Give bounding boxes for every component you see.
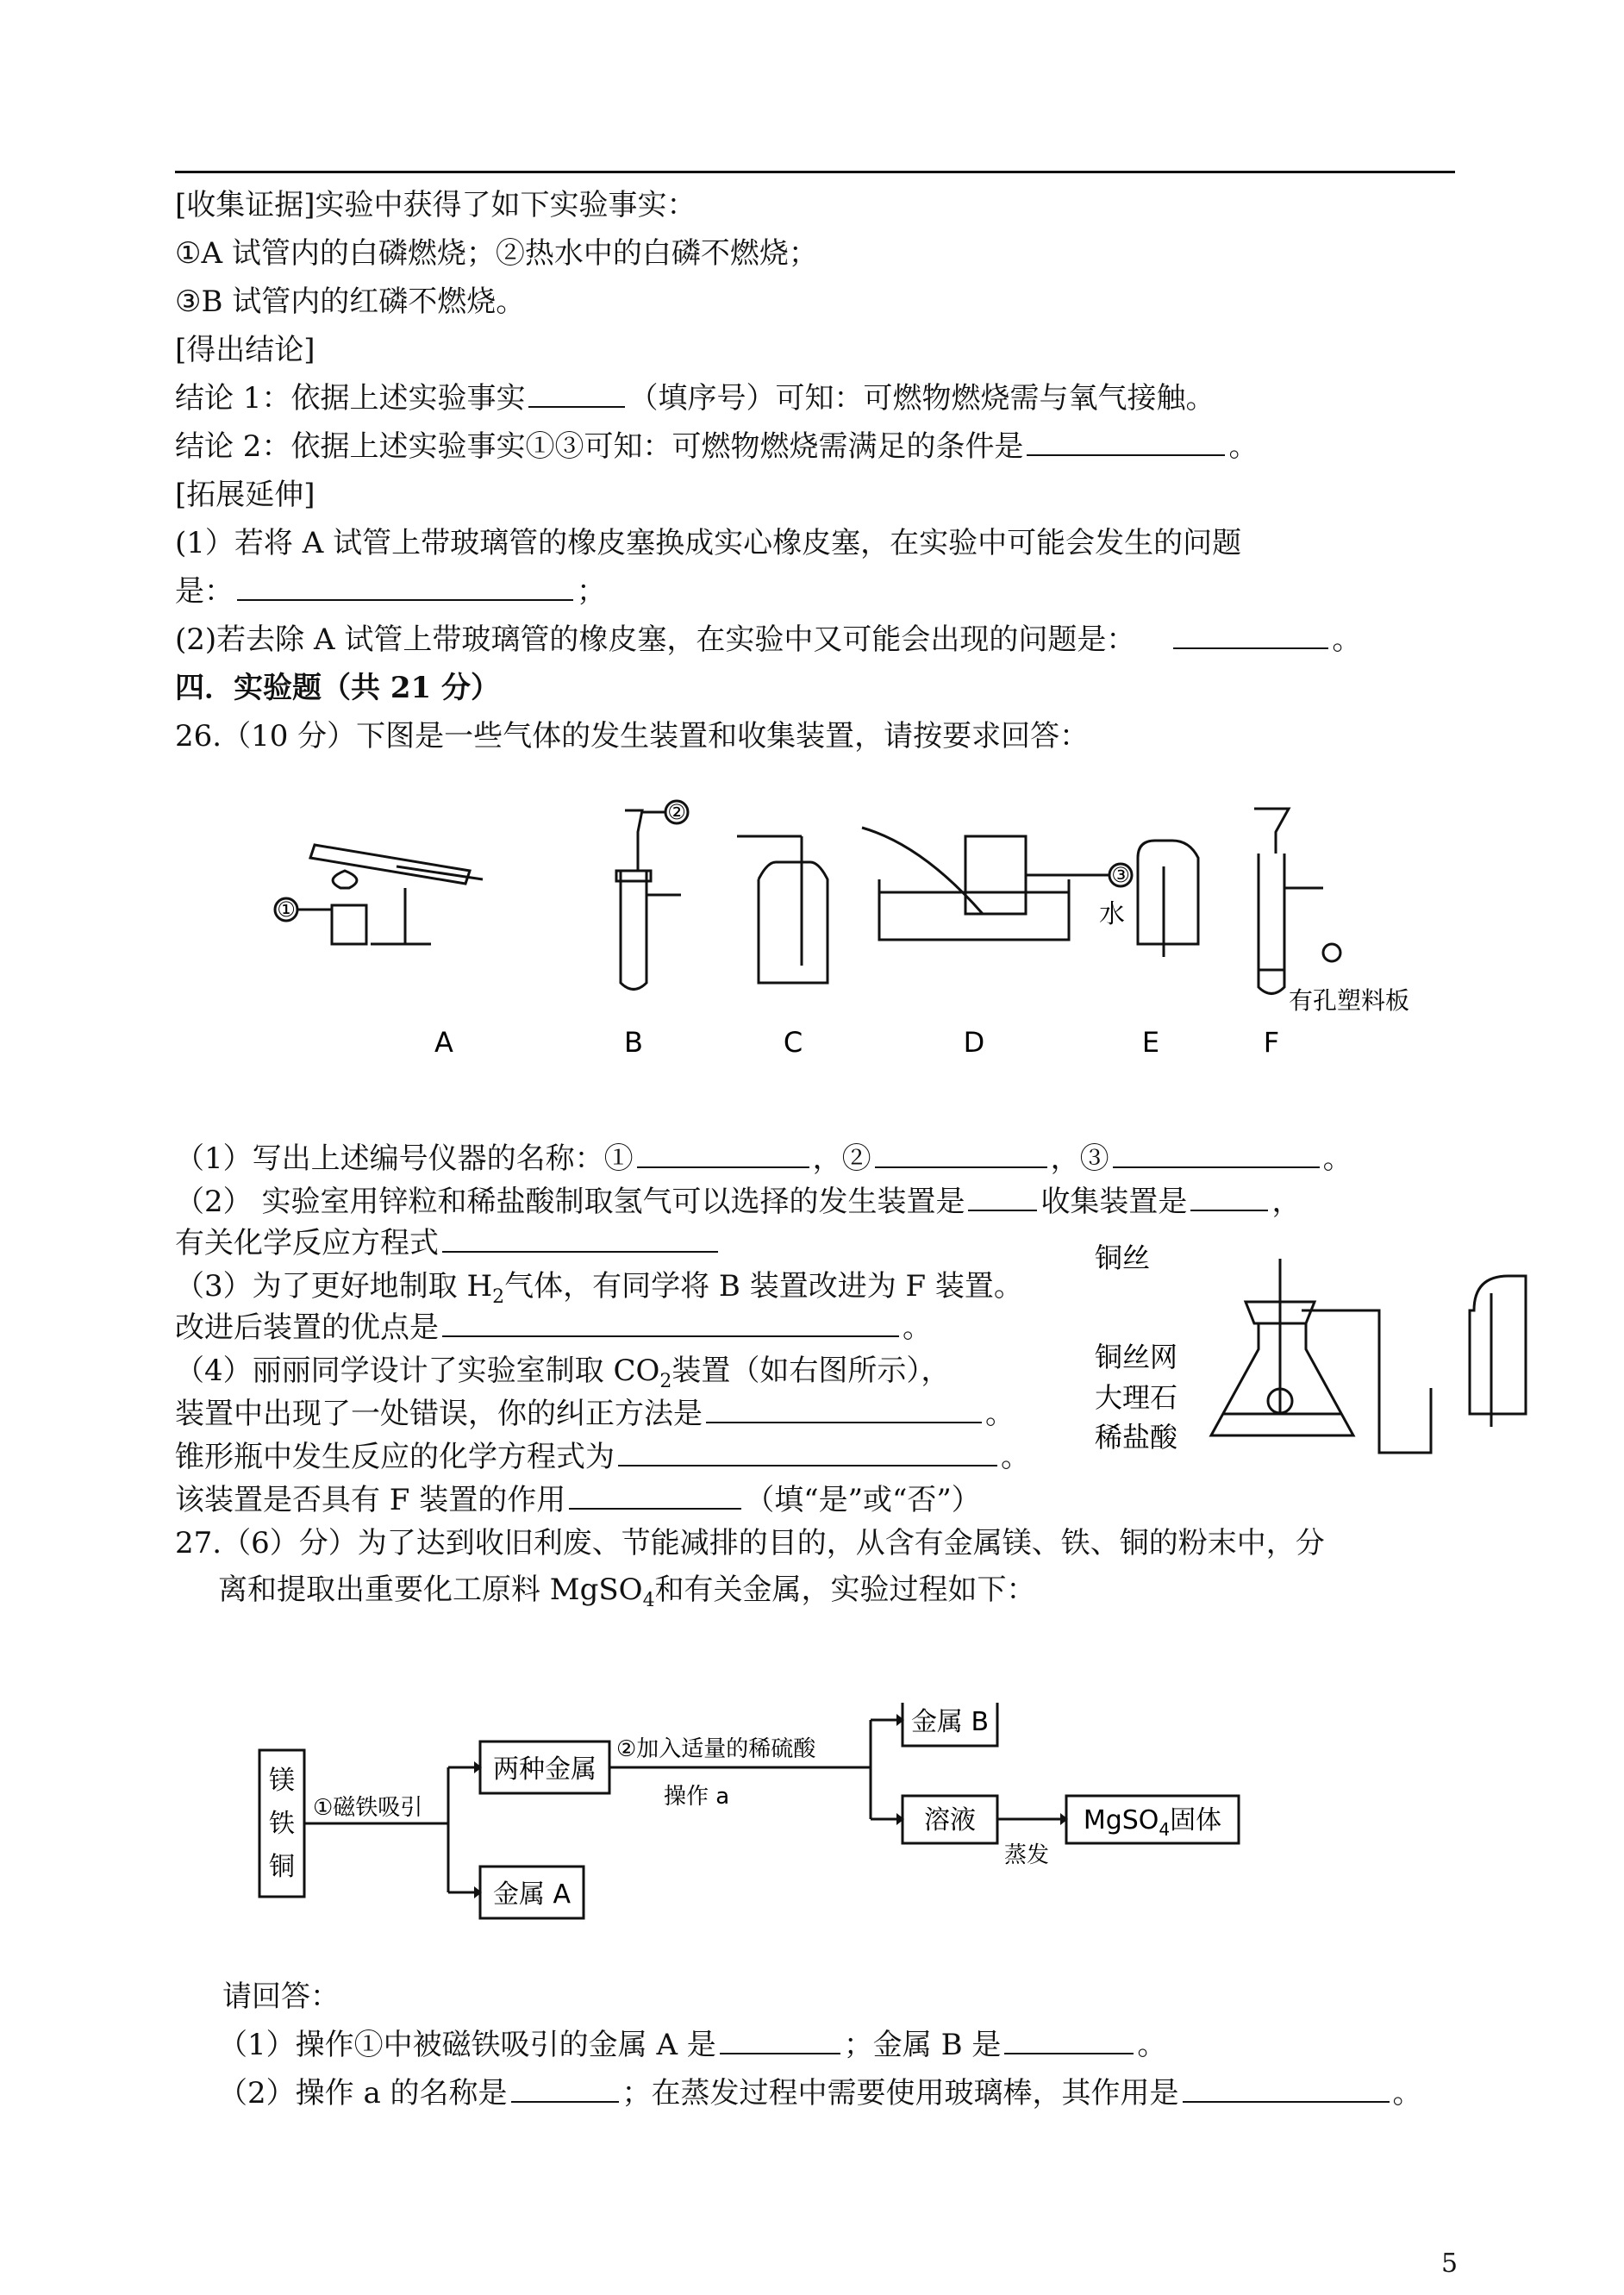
page-number: 5: [1441, 2248, 1458, 2279]
q26-intro: 26.（10 分）下图是一些气体的发生装置和收集装置，请按要求回答：: [175, 719, 1090, 754]
q26-s4-line4: 该装置是否具有 F 装置的作用 （填“是”或“否”）: [175, 1478, 981, 1523]
extend-q1-line1: (1）若将 A 试管上带玻璃管的橡皮塞换成实心橡皮塞，在实验中可能会发生的问题: [175, 526, 1242, 560]
answer-blank[interactable]: [1113, 1137, 1320, 1168]
answer-blank[interactable]: [528, 377, 625, 408]
answer-blank[interactable]: [968, 1180, 1037, 1211]
answer-blank[interactable]: [875, 1137, 1047, 1168]
flame: [333, 871, 357, 888]
answer-blank[interactable]: [442, 1306, 899, 1337]
apparatus-figure: [259, 793, 1465, 1069]
collect-line-2: ①A 试管内的白磷燃烧；②热水中的白磷不燃烧；: [175, 236, 818, 271]
q26-s4: （4）丽丽同学设计了实验室制取 $CO_2$装置（如右图所示），: [175, 1354, 951, 1392]
answer-blank[interactable]: [442, 1222, 718, 1253]
answer-blank[interactable]: [1173, 618, 1328, 649]
q26-s4-line3: 锥形瓶中发生反应的化学方程式为 。: [175, 1435, 1030, 1479]
start-fe: 铁: [269, 1809, 295, 1839]
gas-bottle-c: [759, 862, 828, 983]
collecting-bottle: [1470, 1276, 1526, 1414]
label-b: B: [624, 1026, 643, 1059]
co2-apparatus-figure: [1095, 1241, 1552, 1474]
part4-heading: 四．实验题（共 21 分）: [175, 671, 500, 705]
op-a-text: 操作 a: [664, 1784, 730, 1810]
answer-blank[interactable]: [237, 570, 573, 601]
marker-1: ①: [277, 897, 296, 922]
label-d: D: [963, 1026, 985, 1059]
conical-flask: [1211, 1323, 1353, 1435]
water-label: 水: [1099, 899, 1125, 929]
answer-blank[interactable]: [569, 1479, 741, 1510]
two-metals-text: 两种金属: [493, 1754, 597, 1785]
q26-s4-line2: 装置中出现了一处错误，你的纠正方法是 。: [175, 1391, 1015, 1436]
q27-intro-2: 离和提取出重要化工原料 MgSO$_4$和有关金属，实验过程如下：: [218, 1573, 1036, 1611]
metal-b-text: 金属 B: [910, 1707, 990, 1737]
flow-chart: [254, 1703, 1254, 1940]
q27-intro-1: 27.（6）分）为了达到收旧利废、节能减排的目的，从含有金属镁、铁、铜的粉末中，分: [175, 1526, 1325, 1560]
test-tube-b: [621, 871, 646, 990]
inverted-bottle-d: [965, 836, 1026, 914]
label-a: A: [434, 1026, 453, 1059]
bottle-e: [1138, 841, 1198, 944]
q27-ask: 请回答：: [222, 1979, 340, 2014]
marker-2: ②: [667, 800, 686, 824]
conclusion-heading: [得出结论]: [175, 333, 315, 367]
delivery-tube: [1302, 1310, 1431, 1453]
alcohol-lamp: [332, 905, 366, 944]
q27-a2: （2）操作 a 的名称是 ；在蒸发过程中需要使用玻璃棒，其作用是 。: [218, 2071, 1422, 2116]
copper-mesh-label: 铜丝网: [1095, 1341, 1178, 1373]
plate-label: 有孔塑料板: [1289, 986, 1410, 1015]
q26-s2-line2: 有关化学反应方程式: [175, 1221, 721, 1266]
solution-text: 溶液: [924, 1805, 976, 1835]
answer-blank[interactable]: [1183, 2072, 1390, 2103]
q27-a1: （1）操作①中被磁铁吸引的金属 A 是 ；金属 B 是 。: [218, 2023, 1166, 2067]
marker-3: ③: [1111, 863, 1130, 887]
extend-q1-line2: 是： ；: [175, 569, 606, 614]
conclusion-2: 结论 2：依据上述实验事实①③可知：可燃物燃烧需满足的条件是 。: [175, 424, 1258, 469]
answer-blank[interactable]: [637, 1137, 809, 1168]
q26-s2: （2） 实验室用锌粒和稀盐酸制取氢气可以选择的发生装置是 收集装置是 ，: [175, 1179, 1301, 1224]
q26-s1: （1）写出上述编号仪器的名称：① ，② ，③ 。: [175, 1136, 1352, 1181]
answer-blank[interactable]: [1027, 425, 1225, 456]
answer-blank[interactable]: [1004, 2023, 1134, 2054]
answer-blank[interactable]: [511, 2072, 619, 2103]
acid-label: 稀盐酸: [1095, 1421, 1178, 1454]
label-e: E: [1141, 1026, 1160, 1059]
trough-d: [879, 879, 1069, 940]
step2-text: ②加入适量的稀硫酸: [616, 1736, 816, 1762]
evaporate-text: 蒸发: [1004, 1842, 1050, 1868]
answer-blank[interactable]: [720, 2023, 840, 2054]
label-c: C: [783, 1026, 803, 1059]
funnel-b: [625, 810, 642, 871]
label-f: F: [1263, 1026, 1280, 1059]
product-text: MgSO$_4$固体: [1083, 1805, 1222, 1840]
collect-line-1: [收集证据]实验中获得了如下实验事实：: [175, 188, 696, 222]
collect-line-3: ③B 试管内的红磷不燃烧。: [175, 285, 526, 319]
conclusion-1: 结论 1：依据上述实验事实 （填序号）可知：可燃物燃烧需与氧气接触。: [175, 376, 1215, 421]
q26-s3-line2: 改进后装置的优点是 。: [175, 1305, 932, 1350]
extend-q2: (2)若去除 A 试管上带玻璃管的橡皮塞，在实验中又可能会出现的问题是： 。: [175, 617, 1361, 662]
metal-a-text: 金属 A: [492, 1879, 572, 1910]
funnel-f: [1254, 809, 1289, 854]
answer-blank[interactable]: [706, 1392, 982, 1423]
answer-blank[interactable]: [618, 1435, 997, 1466]
step1-text: ①磁铁吸引: [313, 1795, 423, 1821]
start-cu: 铜: [269, 1852, 295, 1882]
test-tube-f: [1259, 854, 1284, 994]
header-rule: [175, 171, 1455, 173]
answer-blank[interactable]: [1190, 1180, 1268, 1211]
start-mg: 镁: [269, 1766, 295, 1796]
extend-heading: [拓展延伸]: [175, 478, 315, 512]
plate-icon: [1323, 944, 1340, 961]
copper-wire-label: 铜丝: [1095, 1241, 1151, 1274]
marble-label: 大理石: [1095, 1381, 1178, 1414]
q26-s3: （3）为了更好地制取 $H_2$气体，有同学将 B 装置改进为 F 装置。: [175, 1269, 1023, 1308]
